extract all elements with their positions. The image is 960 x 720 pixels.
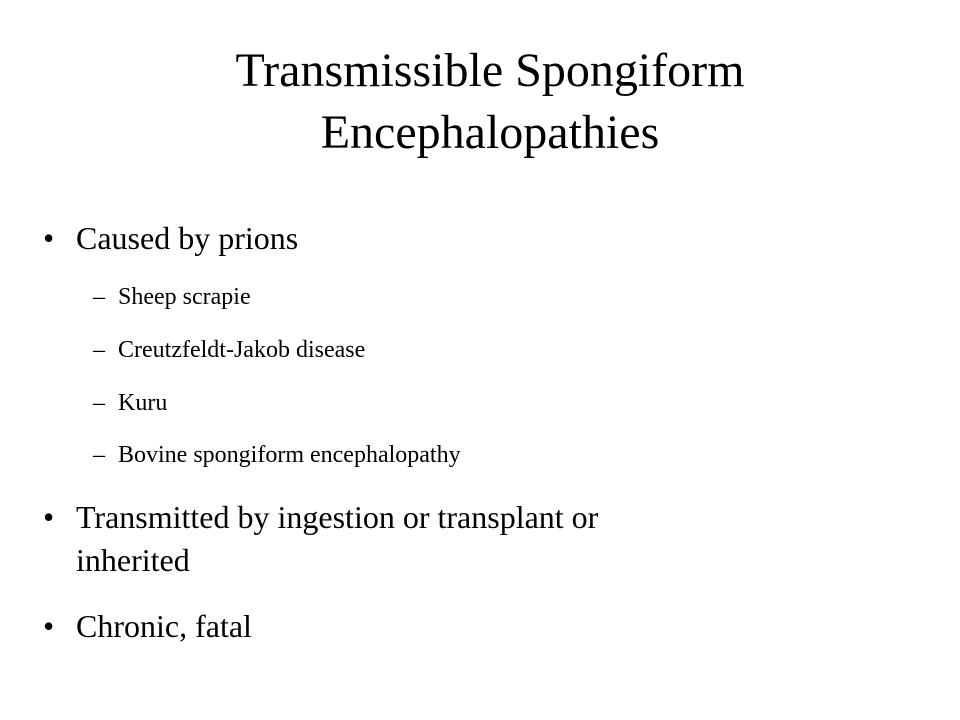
dash-icon: – (93, 442, 105, 468)
subitem-text: Creutzfeldt-Jakob disease (118, 337, 366, 363)
subitem-sheep-scrapie (93, 282, 913, 312)
dash-icon: – (93, 390, 105, 416)
bullet-icon: • (43, 499, 55, 535)
bullet-icon: • (43, 608, 55, 644)
dash-icon: – (93, 337, 105, 363)
subitem-bse (93, 440, 913, 470)
slide-title (100, 40, 880, 164)
bullet-text: Chronic, fatal (76, 608, 252, 644)
bullet-item-chronic-fatal (43, 606, 923, 647)
title-line-2: Encephalopathies (320, 106, 660, 159)
title-line-1: Transmissible Spongiform (235, 44, 745, 97)
subitem-text: Sheep scrapie (118, 284, 251, 310)
bullet-item-transmitted (43, 497, 923, 579)
bullet-text-line-1: Transmitted by ingestion or transplant or (76, 499, 599, 535)
bullet-item-caused-by-prions (43, 218, 923, 259)
bullet-icon: • (43, 220, 55, 256)
subitem-text: Kuru (118, 390, 168, 416)
subitem-text: Bovine spongiform encephalopathy (118, 442, 461, 468)
subitem-creutzfeldt-jakob (93, 335, 913, 365)
dash-icon: – (93, 284, 105, 310)
bullet-text: Caused by prions (76, 220, 299, 256)
subitem-kuru (93, 388, 913, 418)
bullet-text-line-2: inherited (76, 542, 190, 578)
